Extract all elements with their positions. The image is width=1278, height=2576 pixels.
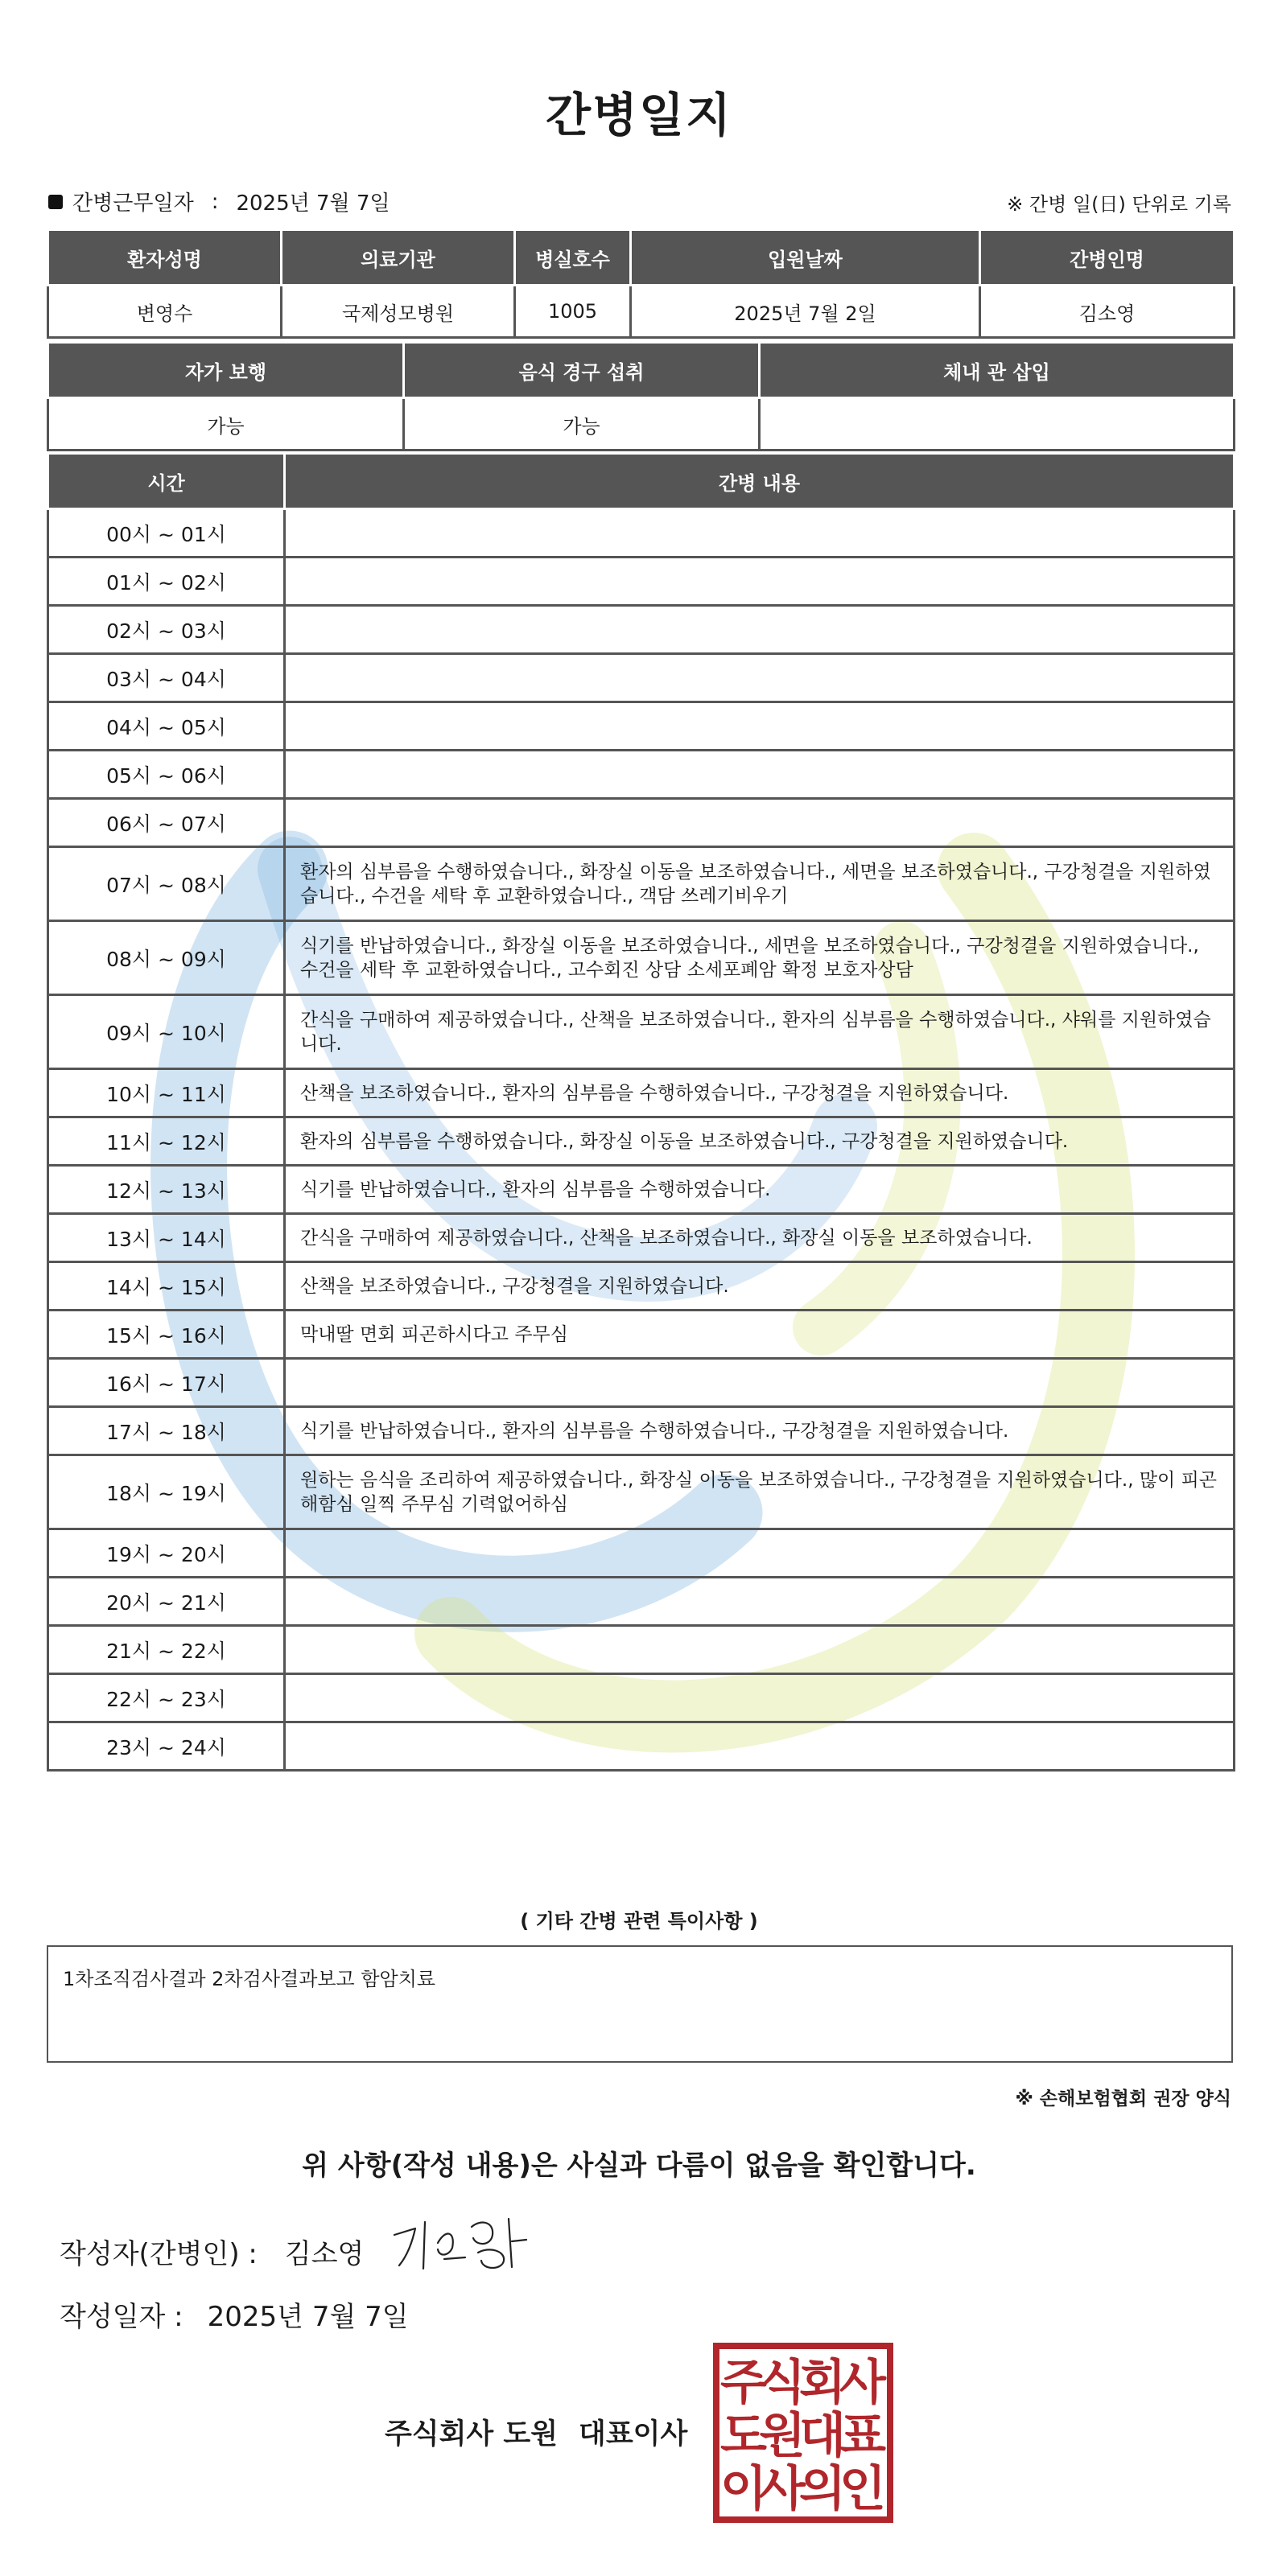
content-cell: 막내딸 면회 피곤하시다고 주무심 — [285, 1311, 1235, 1359]
tube-status — [760, 398, 1235, 451]
header-walking: 자가 보행 — [48, 343, 404, 398]
writer-line — [60, 2232, 364, 2271]
table-row — [48, 1674, 1235, 1722]
content-cell — [285, 702, 1235, 751]
unit-note: ※ 간병 일(日) 단위로 기록 — [1007, 193, 1231, 216]
header-time: 시간 — [48, 454, 285, 509]
header-tube: 체내 관 삽입 — [760, 343, 1235, 398]
content-cell — [285, 1359, 1235, 1407]
time-cell: 10시 ~ 11시 — [48, 1069, 285, 1117]
work-date-colon: : — [211, 189, 219, 214]
svg-text:원: 원 — [759, 2408, 806, 2464]
confirmation-statement: 위 사항(작성 내용)은 사실과 다름이 없음을 확인합니다. — [302, 2150, 976, 2182]
patient-info-table — [47, 228, 1235, 339]
table-row — [48, 799, 1235, 847]
company-line — [385, 2412, 687, 2452]
content-cell — [285, 1626, 1235, 1674]
patient-name: 변영수 — [48, 286, 282, 338]
content-cell: 산책을 보조하였습니다., 구강청결을 지원하였습니다. — [285, 1262, 1235, 1311]
time-cell: 22시 ~ 23시 — [48, 1674, 285, 1722]
content-cell: 원하는 음식을 조리하여 제공하였습니다., 화장실 이동을 보조하였습니다., 구강청결을 지원하였습니다., 많이 피곤해함심 일찍 주무심 기력없어하심 — [285, 1455, 1235, 1529]
svg-text:주: 주 — [720, 2355, 767, 2411]
table-row — [48, 1069, 1235, 1117]
table-row — [48, 558, 1235, 606]
content-cell — [285, 606, 1235, 654]
svg-text:대: 대 — [799, 2408, 846, 2464]
table-row — [48, 1455, 1235, 1529]
svg-text:인: 인 — [839, 2461, 886, 2517]
room-number: 1005 — [515, 286, 631, 338]
content-cell: 간식을 구매하여 제공하였습니다., 산책을 보조하였습니다., 환자의 심부름을 수행하였습니다., 샤워를 지원하였습니다. — [285, 995, 1235, 1069]
table-row — [48, 847, 1235, 921]
time-cell: 05시 ~ 06시 — [48, 751, 285, 799]
walking-status: 가능 — [48, 398, 404, 451]
written-date-value: 2025년 7월 7일 — [207, 2301, 409, 2333]
content-cell — [285, 799, 1235, 847]
content-cell — [285, 654, 1235, 702]
table-row — [48, 509, 1235, 558]
company-seal-stamp — [711, 2341, 895, 2525]
svg-text:회: 회 — [799, 2355, 846, 2411]
header-admission-date: 입원날짜 — [631, 230, 980, 286]
header-care-content: 간병 내용 — [285, 454, 1235, 509]
content-cell — [285, 1674, 1235, 1722]
time-cell: 01시 ~ 02시 — [48, 558, 285, 606]
time-cell: 06시 ~ 07시 — [48, 799, 285, 847]
content-cell: 식기를 반납하였습니다., 환자의 심부름을 수행하였습니다. — [285, 1166, 1235, 1214]
writer-name: 김소영 — [284, 2238, 365, 2270]
content-cell — [285, 1722, 1235, 1771]
svg-text:표: 표 — [839, 2408, 886, 2464]
header-oral-intake: 음식 경구 섭취 — [404, 343, 760, 398]
bullet-square-icon — [48, 195, 63, 209]
table-row — [48, 1407, 1235, 1455]
time-cell: 21시 ~ 22시 — [48, 1626, 285, 1674]
oral-intake-status: 가능 — [404, 398, 760, 451]
table-row — [48, 1722, 1235, 1771]
content-cell: 간식을 구매하여 제공하였습니다., 산책을 보조하였습니다., 화장실 이동을 보조하였습니다. — [285, 1214, 1235, 1262]
written-date-label: 작성일자 : — [60, 2301, 183, 2333]
time-cell: 16시 ~ 17시 — [48, 1359, 285, 1407]
hospital-name: 국제성모병원 — [282, 286, 515, 338]
time-cell: 18시 ~ 19시 — [48, 1455, 285, 1529]
content-cell: 식기를 반납하였습니다., 환자의 심부름을 수행하였습니다., 구강청결을 지원하였습니다. — [285, 1407, 1235, 1455]
table-row — [48, 1311, 1235, 1359]
table-row — [48, 1578, 1235, 1626]
work-date — [48, 187, 390, 216]
work-date-label: 간병근무일자 — [72, 191, 194, 216]
header-hospital: 의료기관 — [282, 230, 515, 286]
company-name: 주식회사 도원 — [385, 2418, 559, 2450]
time-cell: 17시 ~ 18시 — [48, 1407, 285, 1455]
svg-text:사: 사 — [839, 2355, 886, 2411]
content-cell — [285, 558, 1235, 606]
writer-label: 작성자(간병인) : — [60, 2238, 258, 2270]
content-cell — [285, 1529, 1235, 1578]
company-role: 대표이사 — [579, 2418, 688, 2450]
svg-text:사: 사 — [759, 2461, 806, 2517]
work-date-value: 2025년 7월 7일 — [236, 191, 390, 216]
table-row — [48, 702, 1235, 751]
svg-text:도: 도 — [720, 2408, 767, 2464]
table-row — [48, 654, 1235, 702]
time-cell: 00시 ~ 01시 — [48, 509, 285, 558]
content-cell: 식기를 반납하였습니다., 화장실 이동을 보조하였습니다., 세면을 보조하였습니다., 구강청결을 지원하였습니다., 수건을 세탁 후 교환하였습니다., 고수회진 상담 소세포폐암 확정 보호자상담 — [285, 921, 1235, 995]
svg-text:의: 의 — [799, 2461, 846, 2517]
caregiver-name: 김소영 — [980, 286, 1235, 338]
time-cell: 13시 ~ 14시 — [48, 1214, 285, 1262]
patient-status-table — [47, 341, 1235, 451]
content-cell — [285, 509, 1235, 558]
table-row — [48, 606, 1235, 654]
content-cell — [285, 751, 1235, 799]
header-patient-name: 환자성명 — [48, 230, 282, 286]
svg-text:식: 식 — [759, 2355, 806, 2411]
time-cell: 14시 ~ 15시 — [48, 1262, 285, 1311]
content-cell: 환자의 심부름을 수행하였습니다., 화장실 이동을 보조하였습니다., 세면을 보조하였습니다., 구강청결을 지원하였습니다., 수건을 세탁 후 교환하였습니다., 객담 쓰레기비우기 — [285, 847, 1235, 921]
handwritten-signature — [388, 2211, 541, 2275]
time-cell: 02시 ~ 03시 — [48, 606, 285, 654]
form-note: ※ 손해보험협회 권장 양식 — [1015, 2088, 1231, 2109]
table-row — [48, 751, 1235, 799]
svg-text:이: 이 — [720, 2461, 767, 2517]
time-cell: 08시 ~ 09시 — [48, 921, 285, 995]
content-cell: 산책을 보조하였습니다., 환자의 심부름을 수행하였습니다., 구강청결을 지원하였습니다. — [285, 1069, 1235, 1117]
special-notes-title: ( 기타 간병 관련 특이사항 ) — [520, 1910, 758, 1932]
time-cell: 11시 ~ 12시 — [48, 1117, 285, 1166]
content-cell — [285, 1578, 1235, 1626]
time-cell: 15시 ~ 16시 — [48, 1311, 285, 1359]
table-row — [48, 995, 1235, 1069]
written-date-line — [60, 2294, 409, 2334]
time-cell: 19시 ~ 20시 — [48, 1529, 285, 1578]
care-log-table — [47, 452, 1235, 1772]
time-cell: 03시 ~ 04시 — [48, 654, 285, 702]
time-cell: 04시 ~ 05시 — [48, 702, 285, 751]
time-cell: 09시 ~ 10시 — [48, 995, 285, 1069]
table-row — [48, 1359, 1235, 1407]
time-cell: 23시 ~ 24시 — [48, 1722, 285, 1771]
admission-date: 2025년 7월 2일 — [631, 286, 980, 338]
time-cell: 20시 ~ 21시 — [48, 1578, 285, 1626]
special-notes-box: 1차조직검사결과 2차검사결과보고 함암치료 — [47, 1945, 1233, 2063]
content-cell: 환자의 심부름을 수행하였습니다., 화장실 이동을 보조하였습니다., 구강청결을 지원하였습니다. — [285, 1117, 1235, 1166]
page-title: 간병일지 — [545, 88, 733, 142]
table-row — [48, 1529, 1235, 1578]
time-cell: 07시 ~ 08시 — [48, 847, 285, 921]
table-row — [48, 921, 1235, 995]
time-cell: 12시 ~ 13시 — [48, 1166, 285, 1214]
header-caregiver: 간병인명 — [980, 230, 1235, 286]
table-row — [48, 1262, 1235, 1311]
table-row — [48, 1626, 1235, 1674]
table-row — [48, 1117, 1235, 1166]
table-row — [48, 1166, 1235, 1214]
table-row — [48, 1214, 1235, 1262]
header-room: 병실호수 — [515, 230, 631, 286]
